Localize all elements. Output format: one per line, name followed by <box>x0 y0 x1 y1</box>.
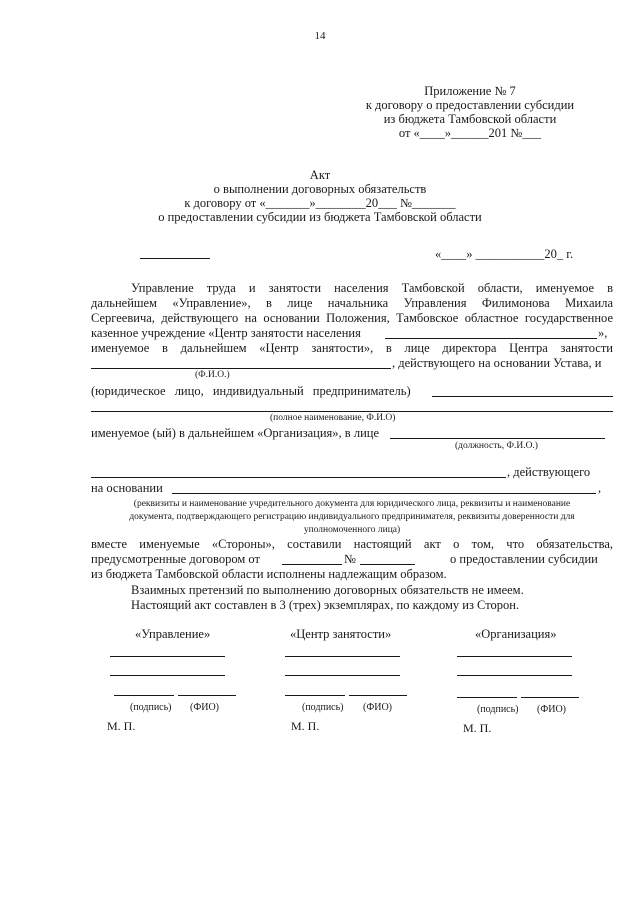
fio-label: (ФИО) <box>363 702 393 713</box>
hint-position: (должность, Ф.И.О.) <box>455 441 538 451</box>
stamp-label: М. П. <box>291 719 320 733</box>
body-line: из бюджета Тамбовской области исполнены надлежащим образом. <box>91 567 447 581</box>
sign-line <box>285 695 345 696</box>
center-name-blank <box>385 338 597 339</box>
sign-label: (подпись) <box>302 702 344 713</box>
rep-blank-2 <box>91 477 506 478</box>
sign-line <box>178 695 236 696</box>
sign-line <box>349 695 407 696</box>
place-blank <box>140 258 210 259</box>
sign-line <box>110 656 225 657</box>
hint-fio: (Ф.И.О.) <box>195 370 230 380</box>
appendix-line: к договору о предоставлении субсидии <box>365 98 575 112</box>
fio-label: (ФИО) <box>190 702 220 713</box>
sign-line <box>521 697 579 698</box>
appendix-line: Приложение № 7 <box>424 84 516 98</box>
title-line: к договору от «_______»________20___ №_______ <box>184 196 456 210</box>
party-organization: «Организация» <box>475 627 557 641</box>
sign-line <box>457 656 572 657</box>
appendix-header <box>360 84 580 140</box>
stamp-label: М. П. <box>107 719 136 733</box>
sign-line <box>114 695 174 696</box>
director-blank <box>91 368 391 369</box>
body-line: Сергеевича, действующего на основании Положения, Тамбовское областное государственное <box>91 311 613 325</box>
rep-blank <box>390 438 605 439</box>
body-line: именуемое (ый) в дальнейшем «Организация», в лице <box>91 426 380 440</box>
date-line: «____» ___________20_ г. <box>435 247 574 261</box>
title-line: о предоставлении субсидии из бюджета Тамбовской области <box>158 210 482 224</box>
body-line: Управление труда и занятости населения Тамбовской области, именуемое в <box>131 281 613 295</box>
hint-full-name: (полное наименование, Ф.И.О) <box>270 413 396 423</box>
body-line: Настоящий акт составлен в 3 (трех) экземплярах, по каждому из Сторон. <box>131 598 520 612</box>
body-line: », <box>598 326 608 340</box>
sign-line <box>285 675 400 676</box>
contract-date-blank <box>282 564 342 565</box>
body-line: № <box>344 552 356 566</box>
hint-docs: (реквизиты и наименование учредительного документа для юридического лица, реквизиты и наименование <box>133 499 571 509</box>
body-line: , действующего на основании Устава, и <box>392 356 602 370</box>
appendix-line: из бюджета Тамбовской области <box>383 112 557 126</box>
hint-docs: уполномоченного лица) <box>303 525 401 535</box>
sign-line <box>457 697 517 698</box>
title-line: о выполнении договорных обязательств <box>213 182 427 196</box>
body-line: именуемое в дальнейшем «Центр занятости», в лице директора Центра занятости <box>91 341 613 355</box>
party-upravlenie: «Управление» <box>135 627 211 641</box>
body-line: о предоставлении субсидии <box>450 552 598 566</box>
basis-blank <box>172 493 596 494</box>
sign-label: (подпись) <box>477 704 519 715</box>
body-line: , <box>598 481 602 495</box>
body-line: казенное учреждение «Центр занятости населения <box>91 326 361 340</box>
page-number: 14 <box>314 30 326 42</box>
body-line: Взаимных претензий по выполнению договорных обязательств не имеем. <box>131 583 524 597</box>
fio-label: (ФИО) <box>537 704 567 715</box>
body-line: (юридическое лицо, индивидуальный предприниматель) <box>91 384 411 398</box>
entity-blank <box>432 396 613 397</box>
body-line: предусмотренные договором от <box>91 552 260 566</box>
party-center: «Центр занятости» <box>290 627 392 641</box>
body-line: дальнейшем «Управление», в лице начальника Управления Филимонова Михаила <box>91 296 613 310</box>
sign-label: (подпись) <box>130 702 172 713</box>
body-line: , действующего <box>507 465 591 479</box>
act-title <box>0 168 640 224</box>
body-line: вместе именуемые «Стороны», составили настоящий акт о том, что обязательства, <box>91 537 613 551</box>
sign-line <box>457 675 572 676</box>
title-line: Акт <box>309 168 331 182</box>
sign-line <box>285 656 400 657</box>
contract-number-blank <box>360 564 415 565</box>
appendix-line: от «____»______201 №___ <box>398 126 542 140</box>
hint-docs: документа, подтверждающего регистрацию индивидуального предпринимателя, реквизиты доверенности для <box>129 512 575 522</box>
stamp-label: М. П. <box>463 721 492 735</box>
sign-line <box>110 675 225 676</box>
body-line: на основании <box>91 481 163 495</box>
